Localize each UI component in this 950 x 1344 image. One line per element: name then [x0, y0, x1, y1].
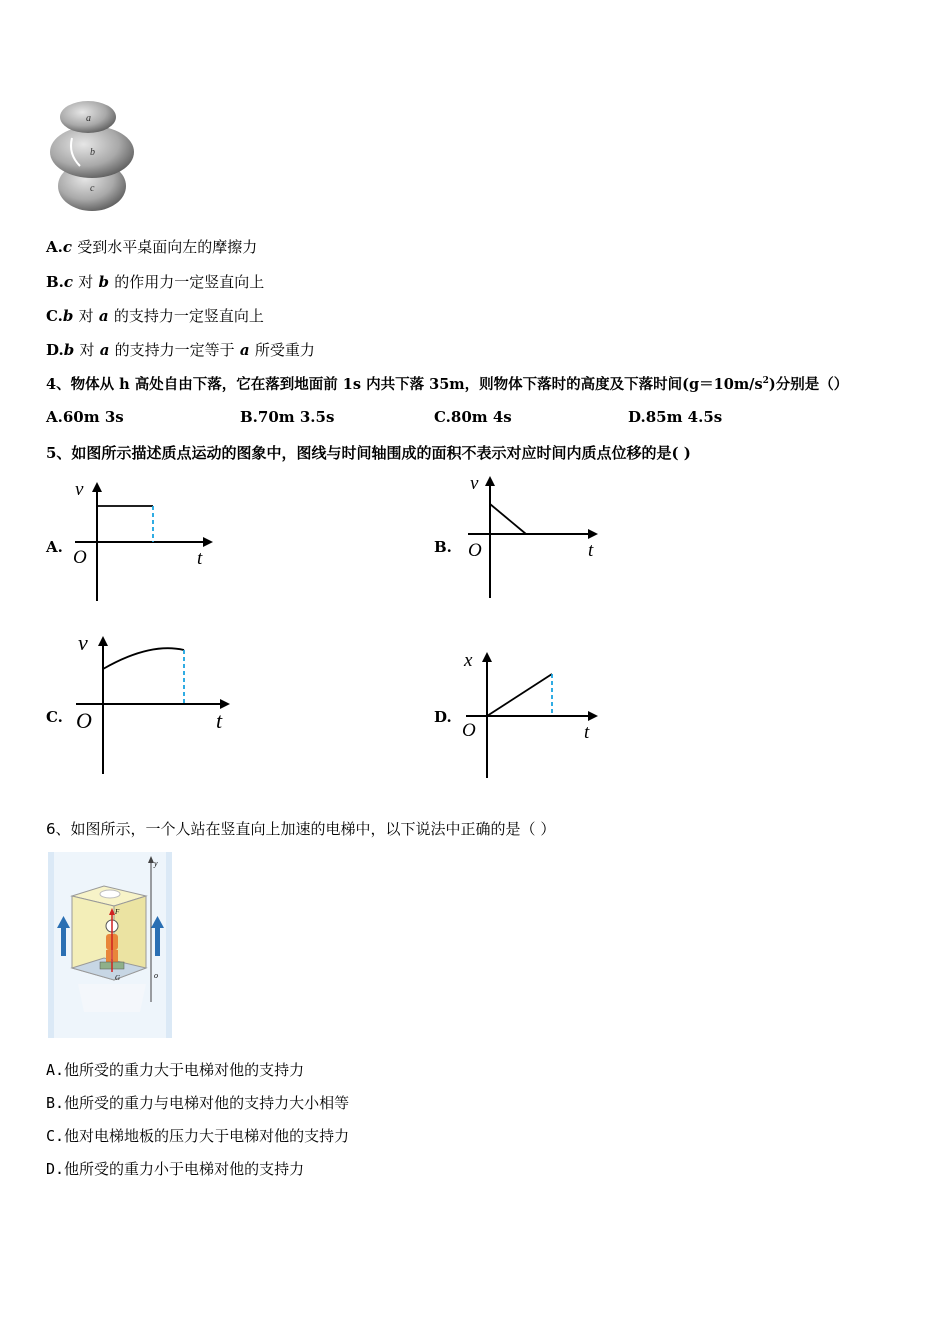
- graph-d-origin: O: [462, 720, 476, 741]
- graph-b-x-label: t: [588, 540, 594, 561]
- graph-b-y-label: v: [470, 473, 479, 494]
- q6-option-b: B.他所受的重力与电梯对他的支持力大小相等: [46, 1094, 350, 1112]
- elevator-figure: [48, 852, 172, 1038]
- q3-option-b: B.c 对 b 的作用力一定竖直向上: [46, 273, 265, 291]
- graph-a-origin: O: [73, 547, 87, 568]
- q4-option-a: A.60m 3s: [46, 408, 124, 426]
- force-f-label: F: [115, 908, 120, 916]
- graph-d-y-label: x: [464, 650, 473, 671]
- graph-b: [458, 470, 608, 600]
- stone-label-a: a: [86, 113, 91, 124]
- q3-option-d: D.b 对 a 的支持力一定等于 a 所受重力: [46, 341, 315, 359]
- graph-c-y-label: v: [78, 630, 88, 655]
- q6-stem: 6、如图所示，一个人站在竖直向上加速的电梯中，以下说法中正确的是（ ）: [46, 820, 556, 838]
- q3-option-a: A.c 受到水平桌面向左的摩擦力: [46, 238, 258, 256]
- stone-label-c: c: [90, 183, 95, 194]
- q4-option-c: C.80m 4s: [434, 408, 512, 426]
- q5-stem: 5、如图所示描述质点运动的图象中，图线与时间轴围成的面积不表示对应时间内质点位移的是( ): [46, 444, 691, 462]
- graph-b-origin: O: [468, 540, 482, 561]
- q4-option-d: D.85m 4.5s: [628, 408, 723, 426]
- graph-d: [456, 646, 606, 781]
- graph-a-label: A.: [46, 538, 63, 556]
- axis-o-label: o: [154, 971, 158, 980]
- q6-option-c: C.他对电梯地板的压力大于电梯对他的支持力: [46, 1127, 350, 1145]
- q4-option-b: B.70m 3.5s: [240, 408, 335, 426]
- force-g-label: G: [115, 974, 121, 982]
- axis-y-label: y: [154, 859, 158, 868]
- q3-option-c: C.b 对 a 的支持力一定竖直向上: [46, 307, 264, 325]
- graph-a-x-label: t: [197, 548, 203, 569]
- q6-option-d: D.他所受的重力小于电梯对他的支持力: [46, 1160, 305, 1178]
- graph-d-x-label: t: [584, 722, 590, 743]
- graph-a-y-label: v: [75, 479, 84, 500]
- graph-c-x-label: t: [216, 708, 223, 733]
- graph-c-origin: O: [76, 708, 92, 733]
- graph-d-label: D.: [434, 708, 452, 726]
- q4-stem: 4、物体从 h 高处自由下落，它在落到地面前 1s 内共下落 35m，则物体下落时的高度及下落时间$(g=10m/s^2)$分别是（）: [46, 376, 849, 393]
- stone-label-b: b: [90, 147, 95, 158]
- graph-b-label: B.: [434, 538, 452, 556]
- graph-c: [70, 628, 245, 778]
- graph-a: [65, 476, 225, 606]
- stones-figure: [40, 98, 140, 216]
- graph-c-label: C.: [46, 708, 63, 726]
- q6-option-a: A.他所受的重力大于电梯对他的支持力: [46, 1061, 305, 1079]
